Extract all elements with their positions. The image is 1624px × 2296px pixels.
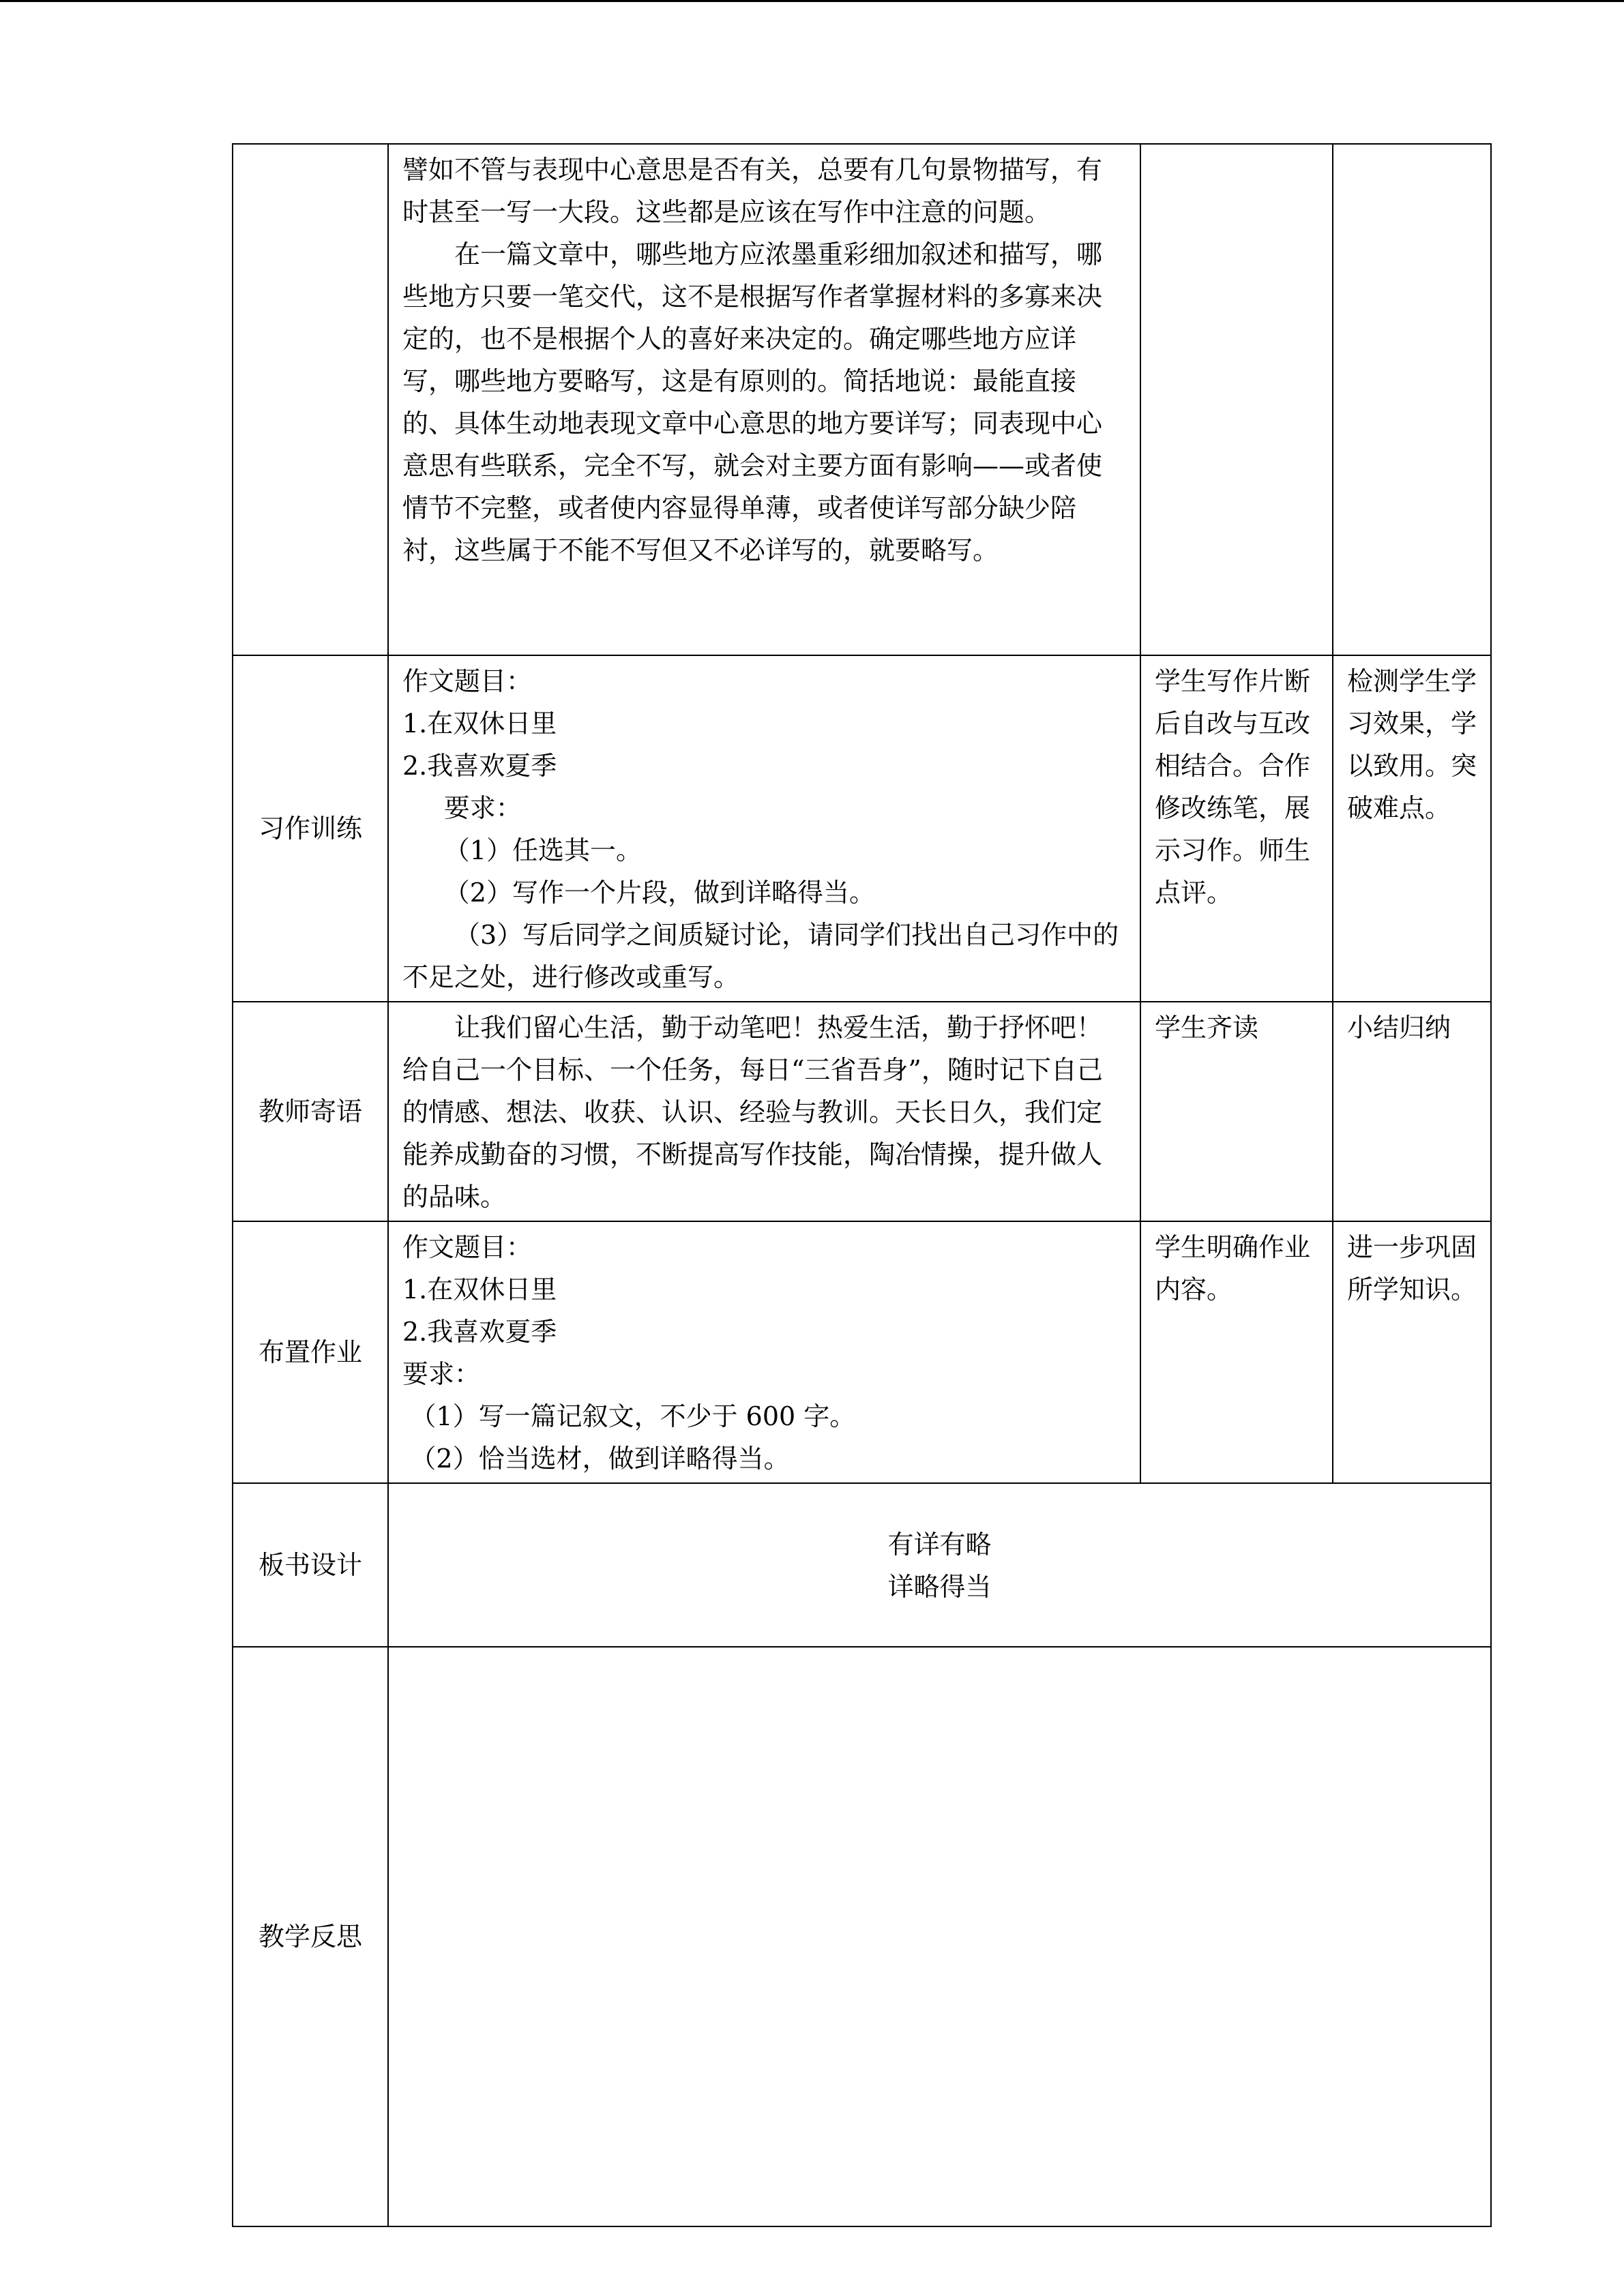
homework-line: （1）写一篇记叙文，不少于 600 字。 [410,1401,856,1431]
homework-line: 1.在双休日里 [402,1274,557,1304]
row-label-board: 板书设计 [233,1483,388,1647]
practice-line: （2）写作一个片段，做到详略得当。 [443,878,875,908]
content-cell-practice [388,655,1140,1002]
practice-line: （1）任选其一。 [443,835,642,865]
content-cell-intro [388,144,1140,655]
purpose-cell: 小结归纳 [1333,1002,1491,1221]
message-paragraph: 让我们留心生活，勤于动笔吧！热爱生活，勤于抒怀吧！给自己一个目标、一个任务，每日“三省吾身”，随时记下自己的情感、想法、收获、认识、经验与教训。天长日久，我们定能养成勤奋的习惯，不断提高写作技能，陶冶情操，提升做人的品味。 [402,1013,1103,1212]
practice-line: （3）写后同学之间质疑讨论，请同学们找出自己习作中的不足之处，进行修改或重写。 [402,920,1119,992]
practice-line: 1.在双休日里 [402,709,557,739]
homework-line: 作文题目： [402,1232,533,1262]
row-label-message: 教师寄语 [233,1002,388,1221]
practice-line: 2.我喜欢夏季 [402,751,557,781]
lesson-plan-page [232,143,1490,2227]
row-label-homework: 布置作业 [233,1221,388,1483]
homework-line: 2.我喜欢夏季 [402,1317,557,1347]
purpose-cell: 进一步巩固所学知识。 [1333,1221,1491,1483]
student-activity-cell: 学生写作片断后自改与互改相结合。合作修改练笔，展示习作。师生点评。 [1140,655,1333,1002]
homework-line: （2）恰当选材，做到详略得当。 [410,1444,790,1474]
board-design-line: 有详有略 [887,1530,992,1560]
table-row-homework [233,1221,1491,1483]
row-label-reflection: 教学反思 [233,1647,388,2226]
table-row-reflection [233,1647,1491,2226]
intro-paragraph-2: 在一篇文章中，哪些地方应浓墨重彩细加叙述和描写，哪些地方只要一笔交代，这不是根据写作者掌握材料的多寡来决定的，也不是根据个人的喜好来决定的。确定哪些地方应详写，哪些地方要略写，这是有原则的。简括地说：最能直接的、具体生动地表现文章中心意思的地方要详写；同表现中心意思有些联系，完全不写，就会对主要方面有影响——或者使情节不完整，或者使内容显得单薄，或者使详写部分缺少陪衬，这些属于不能不写但又不必详写的，就要略写。 [402,239,1103,565]
student-activity-cell: 学生齐读 [1140,1002,1333,1221]
content-cell-homework [388,1221,1140,1483]
purpose-cell: 检测学生学习效果，学以致用。突破难点。 [1333,655,1491,1002]
intro-paragraph-1: 譬如不管与表现中心意思是否有关，总要有几句景物描写，有时甚至一写一大段。这些都是应该在写作中注意的问题。 [402,155,1103,227]
lesson-plan-table [232,143,1492,2227]
content-cell-message [388,1002,1140,1221]
table-row-board [233,1483,1491,1647]
purpose-cell-empty [1333,144,1491,655]
practice-line: 要求： [443,793,522,823]
row-label-practice: 习作训练 [233,655,388,1002]
student-activity-cell: 学生明确作业内容。 [1140,1221,1333,1483]
table-row-intro [233,144,1491,655]
reflection-cell [388,1647,1491,2226]
homework-line: 要求： [402,1359,481,1389]
table-row-practice [233,655,1491,1002]
board-design-line: 详略得当 [887,1572,992,1602]
practice-line: 作文题目： [402,666,533,696]
student-activity-cell-empty [1140,144,1333,655]
board-design-cell [388,1483,1491,1647]
top-border-rule [0,0,1624,2]
label-cell-empty [233,144,388,655]
table-row-message [233,1002,1491,1221]
